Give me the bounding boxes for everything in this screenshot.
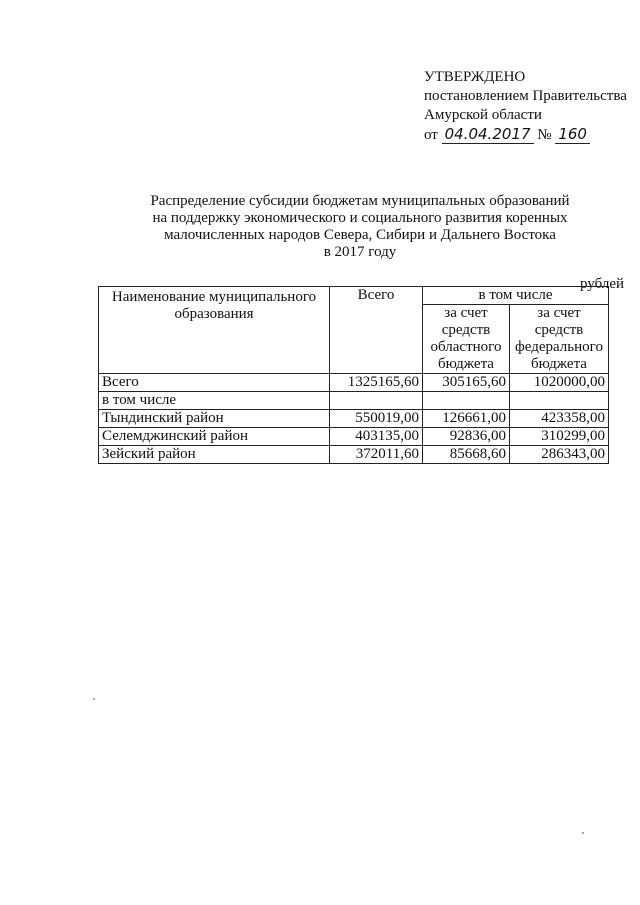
- row-name: Селемджинский район: [99, 428, 330, 446]
- approval-number: 160: [555, 125, 590, 144]
- subsidy-table: [98, 286, 609, 464]
- from-label: от: [424, 127, 438, 143]
- title-line-1: Распределение субсидии бюджетам муниципальных образований: [150, 193, 570, 209]
- row-federal: 423358,00: [510, 410, 609, 428]
- header-row-1: [99, 287, 609, 305]
- header-regional: за счет средств областного бюджета: [423, 305, 510, 374]
- row-total: 403135,00: [330, 428, 423, 446]
- header-including: в том числе: [423, 287, 609, 305]
- table-row: [99, 392, 609, 410]
- row-total: 1325165,60: [330, 374, 423, 392]
- row-total: [330, 392, 423, 410]
- row-federal: 286343,00: [510, 446, 609, 464]
- header-federal: за счет средств федерального бюджета: [510, 305, 609, 374]
- approval-title: УТВЕРЖДЕНО: [424, 69, 526, 85]
- row-regional: 305165,60: [423, 374, 510, 392]
- row-regional: 126661,00: [423, 410, 510, 428]
- scan-speck: [93, 698, 95, 700]
- title-line-4: в 2017 году: [323, 244, 397, 260]
- row-regional: [423, 392, 510, 410]
- approval-line-1: постановлением Правительства: [424, 88, 627, 104]
- row-federal: [510, 392, 609, 410]
- row-total: 372011,60: [330, 446, 423, 464]
- approval-stamp: [424, 68, 627, 145]
- title-line-2: на поддержку экономического и социального развития коренных: [152, 210, 568, 226]
- unit-label: рублей: [580, 276, 625, 292]
- table-row: [99, 446, 609, 464]
- table-row: [99, 374, 609, 392]
- title-line-3: малочисленных народов Севера, Сибири и Дальнего Востока: [164, 227, 556, 243]
- row-total: 550019,00: [330, 410, 423, 428]
- row-federal: 310299,00: [510, 428, 609, 446]
- row-federal: 1020000,00: [510, 374, 609, 392]
- scan-speck: [582, 832, 584, 834]
- row-name: Тындинский район: [99, 410, 330, 428]
- document-title: [100, 193, 620, 261]
- approval-date-line: [424, 125, 627, 145]
- approval-date: 04.04.2017: [442, 125, 534, 144]
- number-label: №: [537, 127, 552, 143]
- row-regional: 85668,60: [423, 446, 510, 464]
- row-regional: 92836,00: [423, 428, 510, 446]
- row-name: Всего: [99, 374, 330, 392]
- table-row: [99, 410, 609, 428]
- approval-line-2: Амурской области: [424, 107, 542, 123]
- row-name: в том числе: [99, 392, 330, 410]
- row-name: Зейский район: [99, 446, 330, 464]
- header-total: Всего: [330, 287, 423, 374]
- header-name: Наименование муниципального образования: [99, 287, 330, 374]
- table-row: [99, 428, 609, 446]
